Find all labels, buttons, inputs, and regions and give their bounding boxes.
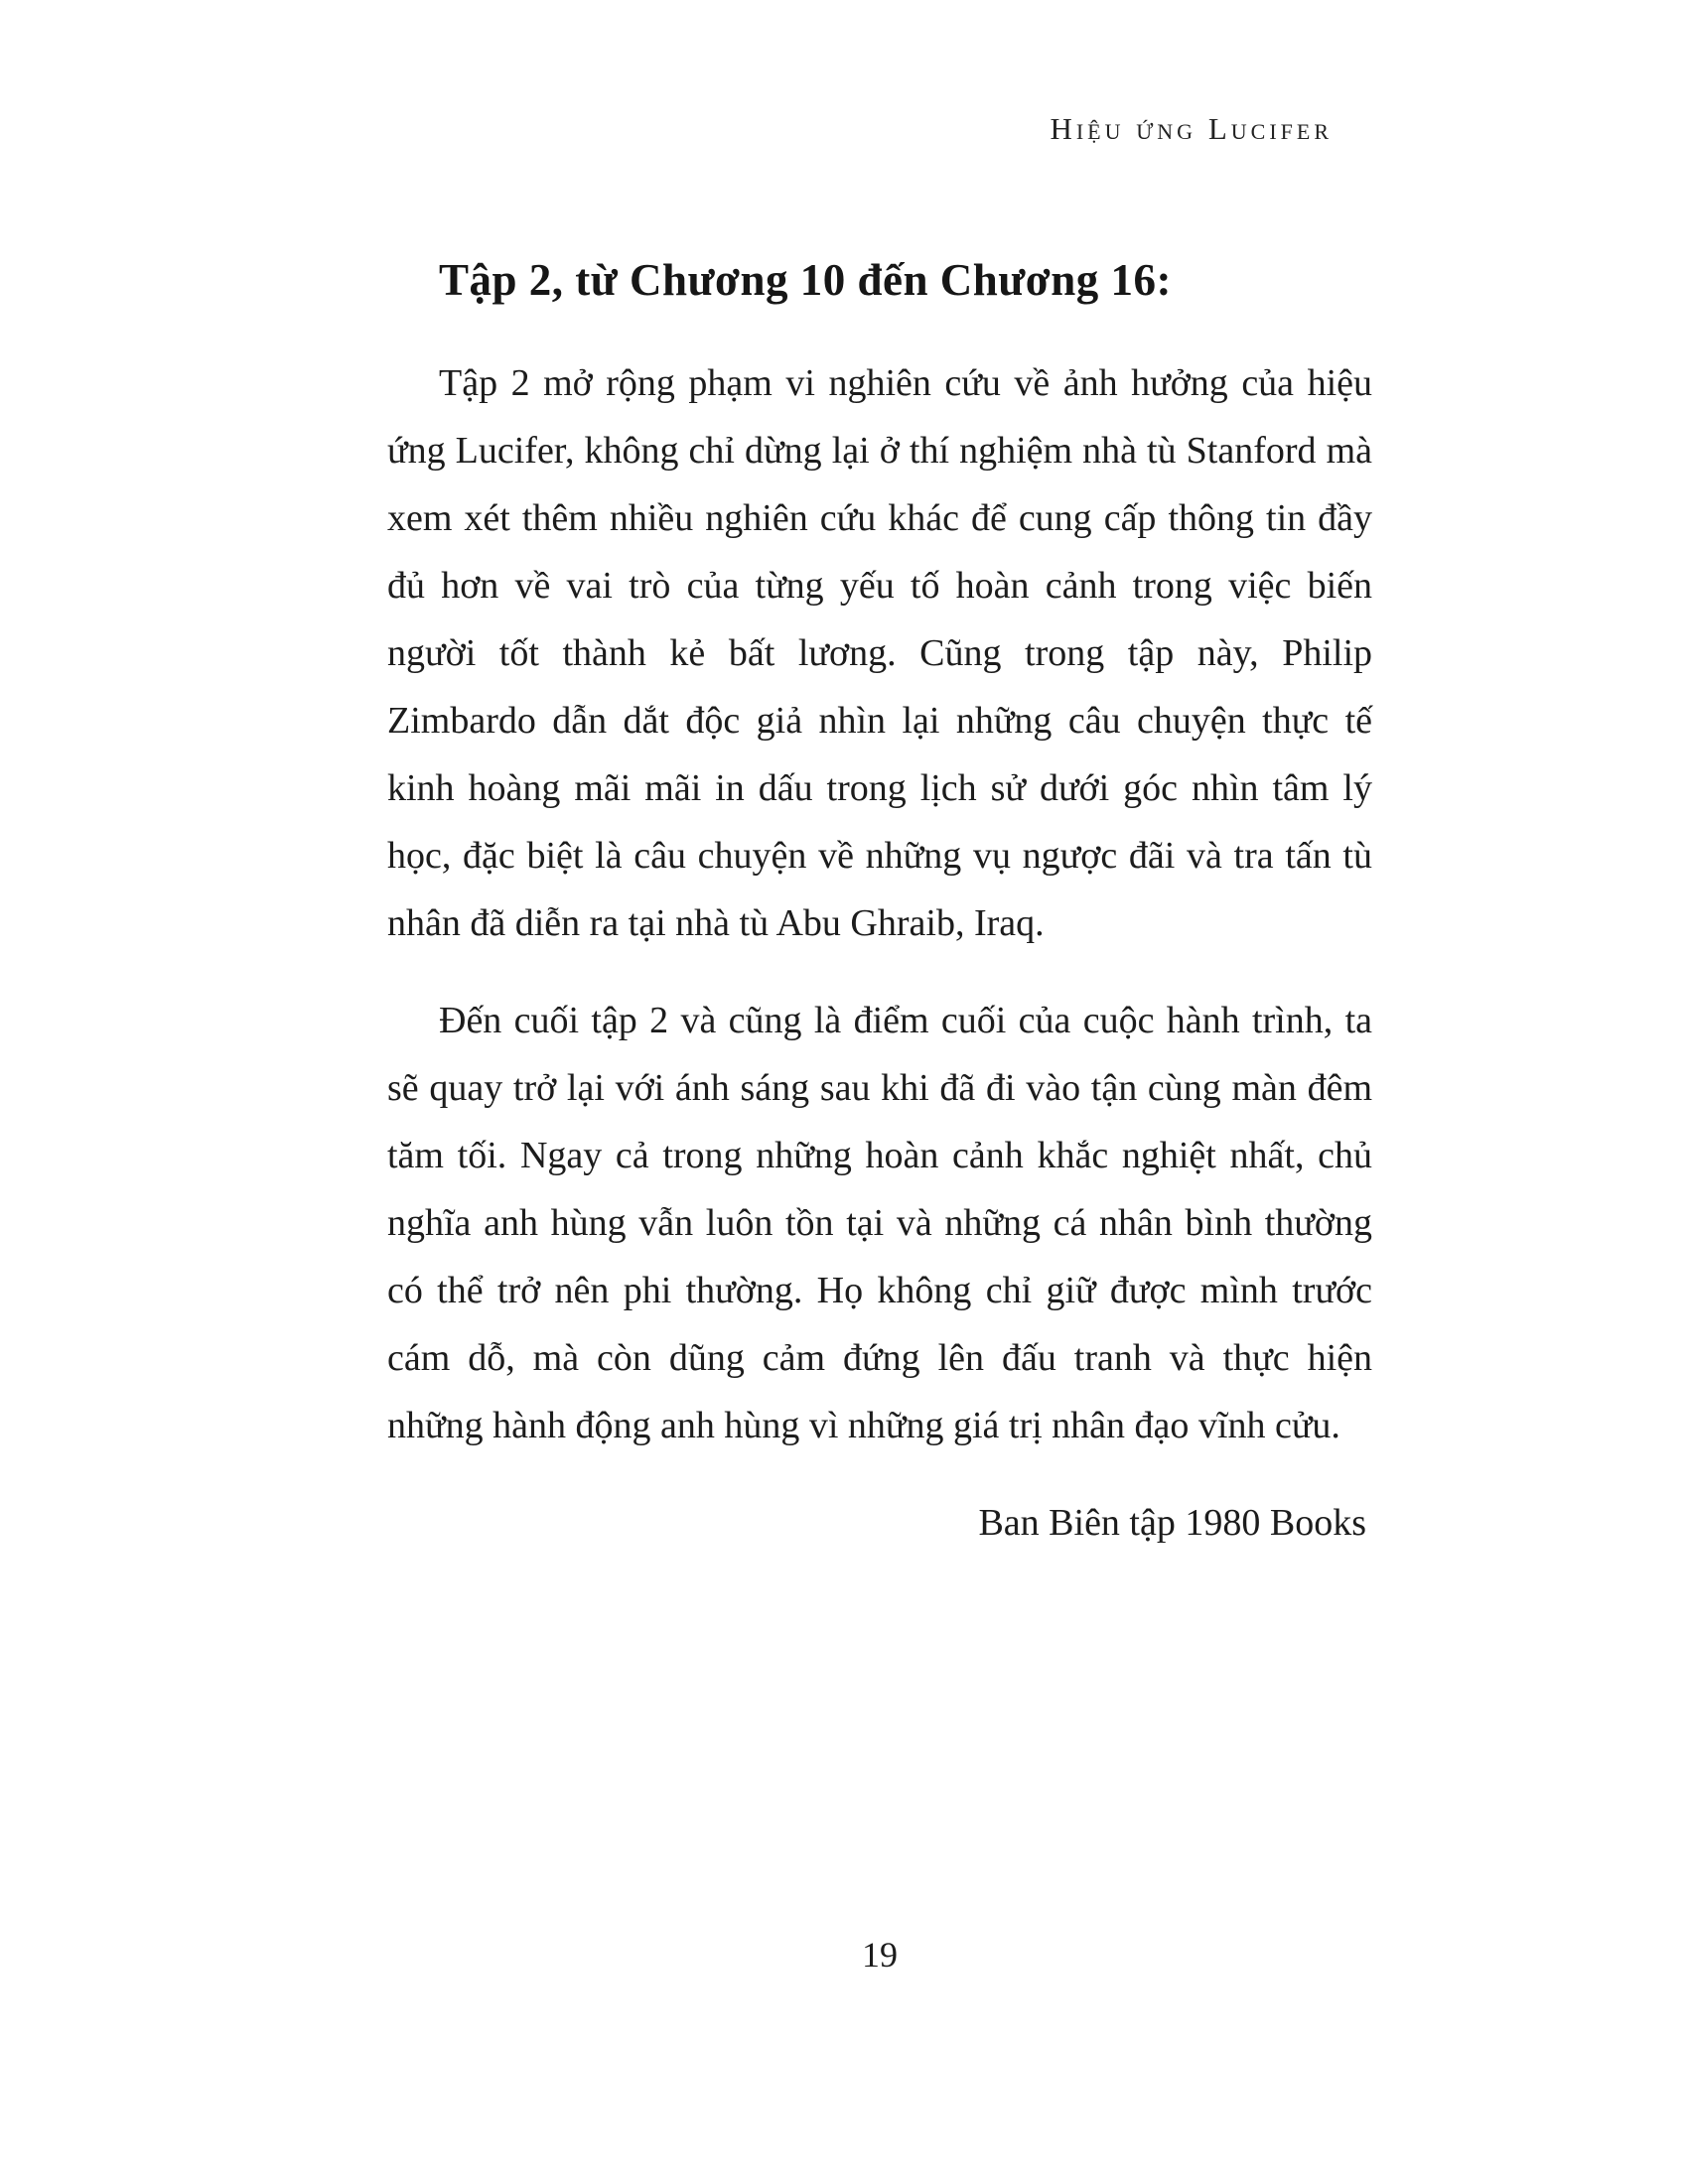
signature: Ban Biên tập 1980 Books [978,1502,1366,1544]
section-heading: Tập 2, từ Chương 10 đến Chương 16: [439,255,1172,305]
paragraph: Tập 2 mở rộng phạm vi nghiên cứu về ảnh hưởng của hiệu ứng Lucifer, không chỉ dừng lại ở thí nghiệm nhà tù Stanford mà xem xét thêm nhiều nghiên cứu khác để cung cấp thông tin đầy đủ hơn về vai trò của từng yếu tố hoàn cảnh trong việc biến người tốt thành kẻ bất lương. Cũng trong tập này, Philip Zimbardo dẫn dắt độc giả nhìn lại những câu chuyện thực tế kinh hoàng mãi mãi in dấu trong lịch sử dưới góc nhìn tâm lý học, đặc biệt là câu chuyện về những vụ ngược đãi và tra tấn tù nhân đã diễn ra tại nhà tù Abu Ghraib, Iraq. [387,362,1372,944]
paragraph: Đến cuối tập 2 và cũng là điểm cuối của cuộc hành trình, ta sẽ quay trở lại với ánh sáng sau khi đã đi vào tận cùng màn đêm tăm tối. Ngay cả trong những hoàn cảnh khắc nghiệt nhất, chủ nghĩa anh hùng vẫn luôn tồn tại và những cá nhân bình thường có thể trở nên phi thường. Họ không chỉ giữ được mình trước cám dỗ, mà còn dũng cảm đứng lên đấu tranh và thực hiện những hành động anh hùng vì những giá trị nhân đạo vĩnh cửu. [387,1000,1372,1446]
page-content [387,254,1372,1557]
page-number: 19 [862,1935,898,1975]
running-header: Hiệu ứng Lucifer [1050,111,1333,146]
